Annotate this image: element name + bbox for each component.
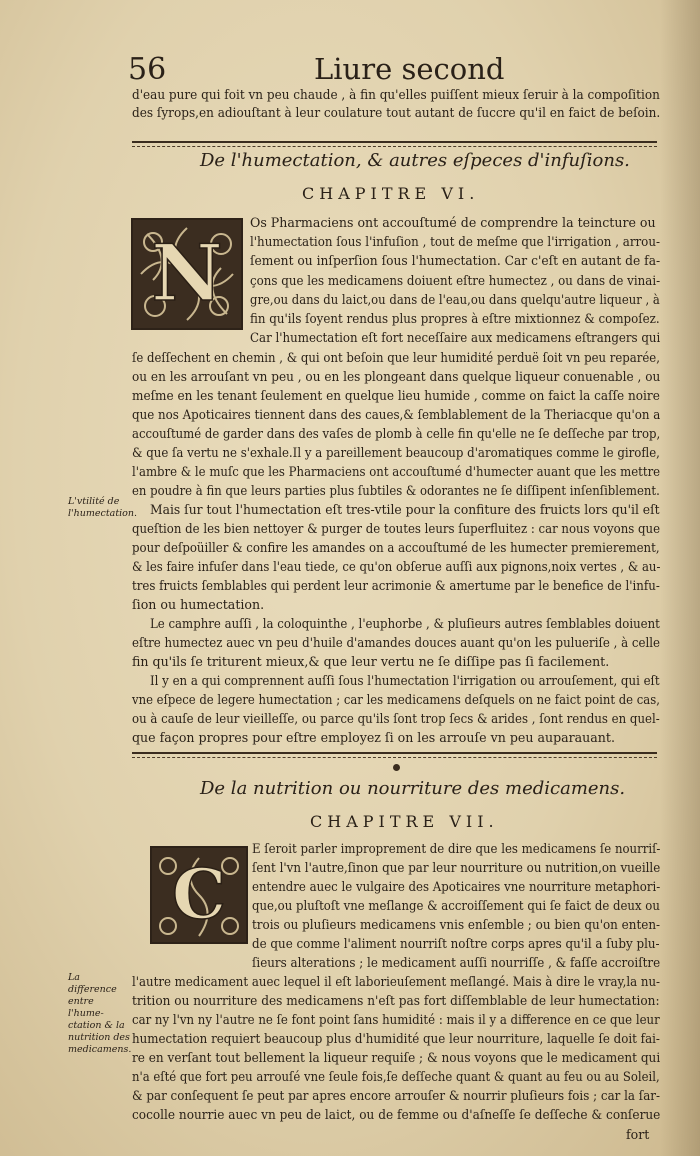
text-line: queſtion de les bien nettoyer & purger de toutes leurs ſuperfluitez : car nous voyons que	[132, 521, 661, 536]
margin-note: L'vtilité de l'humectation.	[68, 496, 138, 519]
text-line: E ſeroit parler improprement de dire que les medicamens ſe nourriſ-	[252, 841, 661, 856]
section-divider-dotted	[132, 757, 657, 758]
chapter-heading: CHAPITRE VI.	[302, 184, 480, 203]
text-line: meſme en les tenant ſeulement en quelque lieu humide , comme on faict la caſſe noire	[132, 388, 660, 403]
text-line: que façon propres pour eſtre employez ſi on les arrouſe vn peu auparauant.	[132, 730, 615, 745]
text-line: accouſtumé de garder dans des vaſes de plomb à celle fin qu'elle ne ſe deſſeche par trop,	[132, 426, 661, 441]
text-line: ou à cauſe de leur vieilleſſe, ou parce qu'ils ſont trop ſecs & arides , ſont rendus en quel-	[132, 711, 660, 726]
text-line: l'humectation ſous l'infuſion , tout de meſme que l'irrigation , arrou-	[250, 234, 660, 249]
text-line: ou en les arrouſant vn peu , ou en les plongeant dans quelque liqueur conuenable , ou	[132, 369, 661, 384]
text-line: ſement ou inſperſion ſous l'humectation. Car c'eſt en autant de fa-	[250, 253, 661, 268]
text-line: des ſyrops,en adiouſtant à leur coulature tout autant de ſuccre qu'il en faict de beſoin.	[132, 105, 661, 120]
chapter-title: De l'humectation, & autres eſpeces d'infuſions.	[200, 150, 630, 171]
text-line: & par conſequent ſe peut par apres encore arrouſer & nourrir pluſieurs fois ; car la ſar-	[132, 1088, 661, 1103]
text-line: trois ou pluſieurs medicamens vnis enſemble ; ou bien qu'on enten-	[252, 917, 661, 932]
text-line: fin qu'ils ſe triturent mieux,& que leur vertu ne ſe diſſipe pas ſi facilement.	[132, 654, 610, 669]
text-line: fin qu'ils ſoyent rendus plus propres à eſtre mixtionnez & compoſez.	[250, 311, 660, 326]
text-line: ſe deſſechent en chemin , & qui ont beſoin que leur humidité perduë ſoit vn peu reparée,	[132, 350, 660, 365]
text-line: de que comme l'aliment nourriſt noſtre corps apres qu'il a ſuby plu-	[252, 936, 660, 951]
svg-text:C: C	[171, 855, 227, 935]
text-line: vne eſpece de legere humectation ; car les medicamens deſquels on ne faict point de cas,	[132, 692, 660, 707]
text-line: ſion ou humectation.	[132, 597, 265, 612]
chapter-title: De la nutrition ou nourriture des medicamens.	[200, 778, 626, 799]
text-line: entendre auec le vulgaire des Apoticaires vne nourriture metaphori-	[252, 879, 661, 894]
text-line: çons que les medicamens doiuent eſtre humectez , ou dans de vinai-	[250, 273, 661, 288]
chapter-heading: CHAPITRE VII.	[310, 812, 499, 831]
text-line: l'autre medicament auec lequel il eſt laborieuſement meſlangé. Mais à dire le vray,la nu-	[132, 974, 661, 989]
text-line: trition ou nourriture des medicamens n'eſt pas fort diſſemblable de leur humectation:	[132, 993, 660, 1008]
floral-ornament-icon	[133, 220, 241, 328]
margin-note: La difference entre l'hume- ctation & la nutrition des medicamens.	[68, 972, 132, 1055]
text-line: ſent l'vn l'autre,ſinon que par leur nourriture ou nutrition,on vueille	[252, 860, 661, 875]
text-line: gre,ou dans du laict,ou dans de l'eau,ou dans quelqu'autre liqueur , à	[250, 292, 660, 307]
section-divider-dotted	[132, 146, 657, 147]
fleuron-ornament	[393, 764, 400, 771]
text-line: que nos Apoticaires tiennent dans des caues,& ſemblablement de la Theriacque qu'on a	[132, 407, 661, 422]
page-number: 56	[128, 52, 167, 87]
text-line: eſtre humectez auec vn peu d'huile d'amandes douces auant qu'on les pulueriſe , à celle	[132, 635, 661, 650]
text-line: tres fruicts ſemblables qui perdent leur acrimonie & amertume par le benefice de l'infu-	[132, 578, 660, 593]
text-line: cocolle nourrie auec vn peu de laict, ou de femme ou d'aſneſſe ſe deſſeche & conſerue	[132, 1107, 661, 1122]
text-line: Car l'humectation eſt fort neceſſaire aux medicamens eſtrangers qui	[250, 330, 661, 345]
text-line: Mais ſur tout l'humectation eſt tres-vtile pour la confiture des fruicts lors qu'il eſt	[150, 502, 660, 517]
text-line: Os Pharmaciens ont accouſtumé de comprendre la teincture ou	[250, 215, 656, 230]
text-line: en poudre à fin que leurs parties plus ſubtiles & odorantes ne ſe diſſipent inſenſiblement.	[132, 483, 660, 498]
text-line: car ny l'vn ny l'autre ne ſe font point ſans humidité : mais il y a difference en ce que leur	[132, 1012, 660, 1027]
text-line: & que ſa vertu ne s'exhale.Il y a pareillement beaucoup d'aromatiques comme le girofle,	[132, 445, 660, 460]
text-line: l'ambre & le muſc que les Pharmaciens ont accouſtumé d'humecter auant que les mettre	[132, 464, 661, 479]
figurative-ornament-icon	[152, 848, 246, 942]
page-header	[128, 52, 668, 86]
running-head: Liure second	[314, 52, 505, 86]
text-line: pour deſpoüiller & confire les amandes on a accouſtumé de les humecter premierement,	[132, 540, 660, 555]
svg-text:N: N	[151, 228, 223, 319]
text-line: que,ou pluſtoſt vne meſlange & accroiſſement qui ſe faict de deux ou	[252, 898, 660, 913]
section-divider	[132, 141, 657, 143]
text-line: re en verſant tout bellement la liqueur requiſe ; & nous voyons que le medicament qui	[132, 1050, 661, 1065]
decorated-initial-c	[150, 846, 248, 944]
text-line: Le camphre auſſi , la coloquinthe , l'euphorbe , & pluſieurs autres ſemblables doiuent	[150, 616, 660, 631]
catchword: fort	[626, 1127, 650, 1142]
text-line: Il y en a qui comprennent auſſi ſous l'humectation l'irrigation ou arrouſement, qui eſt	[150, 673, 660, 688]
text-line: n'a eſté que fort peu arrouſé vne ſeule fois,ſe deſſeche quant & quant au feu ou au Soleil,	[132, 1069, 660, 1084]
decorated-initial-n	[131, 218, 243, 330]
page-edge-shadow	[660, 0, 700, 1156]
text-line: ſieurs alterations ; le medicament auſſi nourriſſe , & faſſe accroiſtre	[252, 955, 661, 970]
section-divider	[132, 752, 657, 754]
text-line: humectation requiert beaucoup plus d'humidité que leur nourriture, laquelle ſe doit fai-	[132, 1031, 660, 1046]
text-line: d'eau pure qui foit vn peu chaude , à fin qu'elles puiſſent mieux ſeruir à la compoſition	[132, 87, 660, 102]
text-line: & les faire infuſer dans l'eau tiede, ce qu'on obſerue auſſi aux pignons,noix vertes , & au-	[132, 559, 661, 574]
